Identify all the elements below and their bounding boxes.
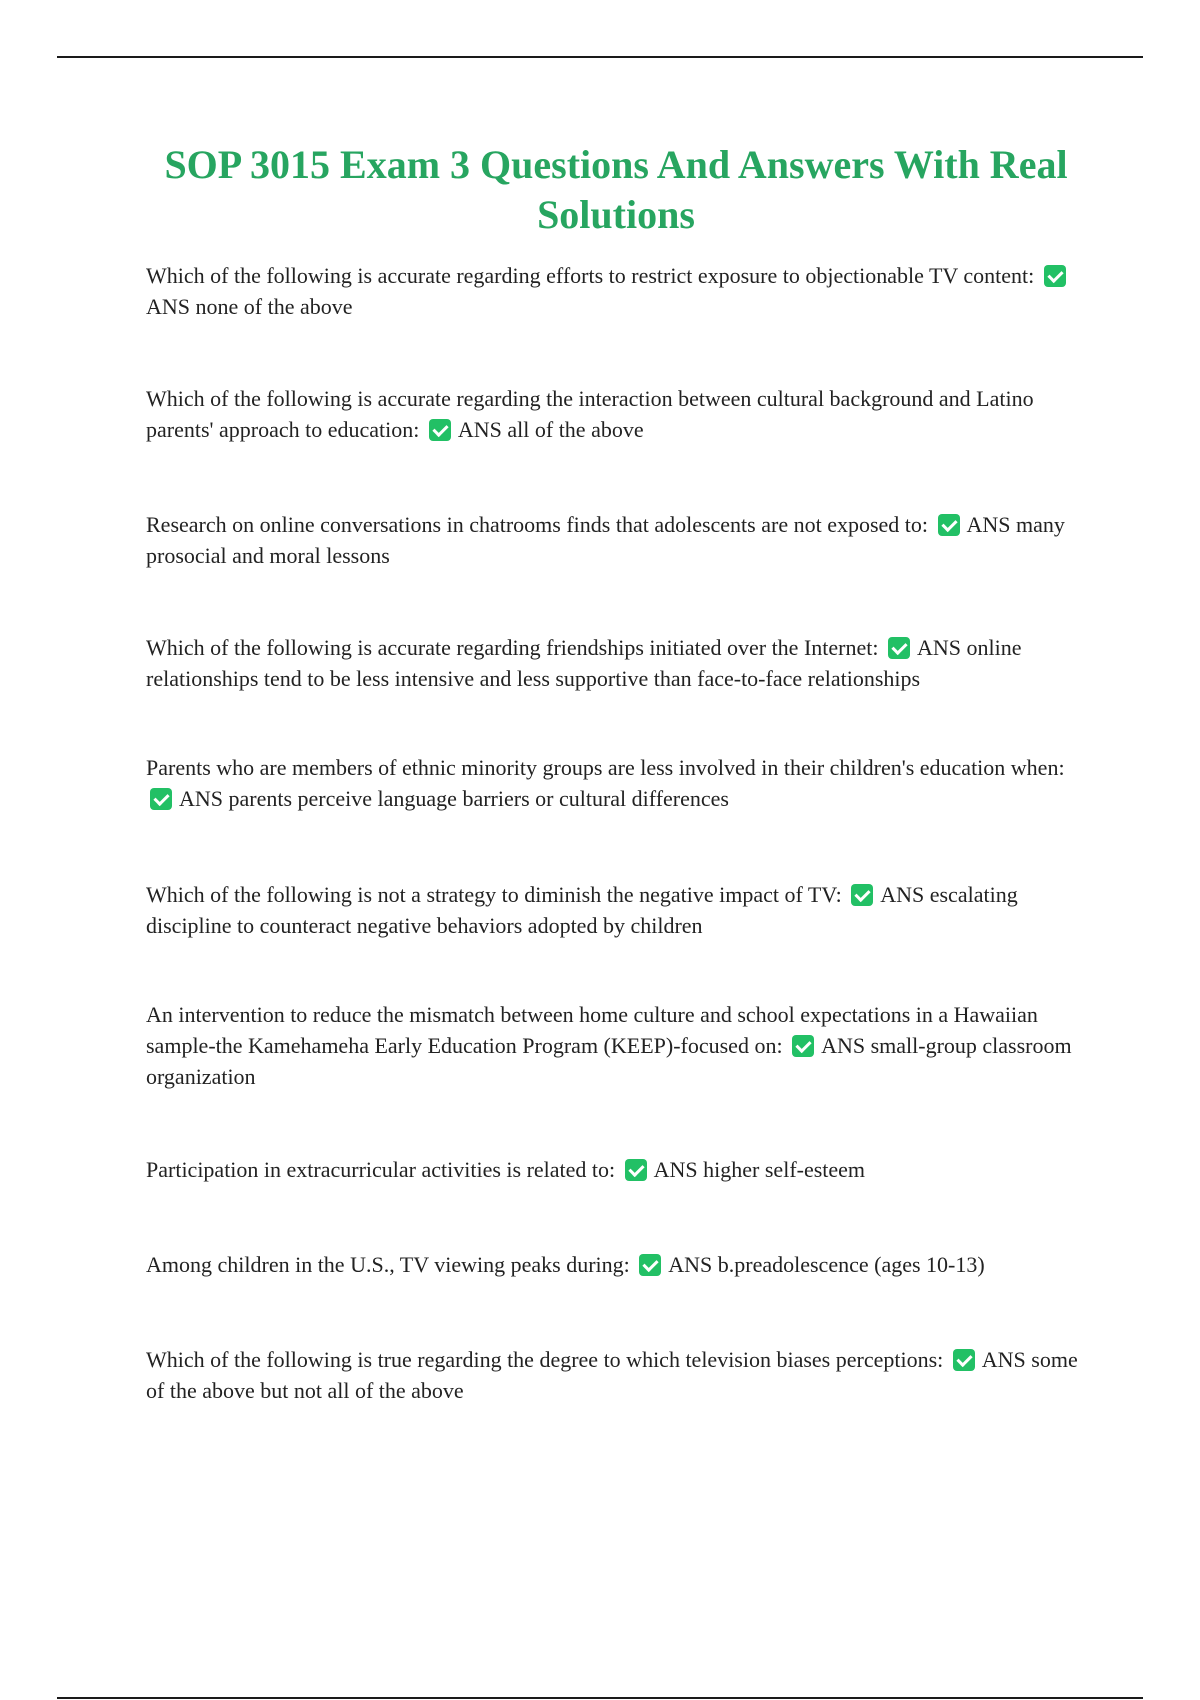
checkmark-icon bbox=[429, 419, 451, 441]
qa-item bbox=[146, 1249, 1091, 1280]
question-text: Research on online conversations in chatrooms finds that adolescents are not exposed to: bbox=[146, 512, 929, 537]
qa-item bbox=[146, 752, 1091, 814]
checkmark-icon bbox=[639, 1254, 661, 1276]
answer-text: some of the above but not all of the above bbox=[146, 1347, 1078, 1403]
qa-item bbox=[146, 260, 1091, 322]
answer-text: parents perceive language barriers or cultural differences bbox=[228, 786, 729, 811]
answer-prefix: ANS bbox=[966, 512, 1011, 537]
answer-prefix: ANS bbox=[179, 786, 224, 811]
checkmark-icon bbox=[792, 1035, 814, 1057]
answer-prefix: ANS bbox=[981, 1347, 1026, 1372]
answer-text: all of the above bbox=[507, 417, 644, 442]
question-text: Among children in the U.S., TV viewing peaks during: bbox=[146, 1252, 630, 1277]
question-text: Which of the following is not a strategy to diminish the negative impact of TV: bbox=[146, 882, 842, 907]
checkmark-icon bbox=[953, 1349, 975, 1371]
answer-text: none of the above bbox=[195, 294, 353, 319]
answer-text: small-group classroom organization bbox=[146, 1033, 1072, 1089]
question-text: Which of the following is accurate regarding the interaction between cultural background and Latino parents' approach to education: bbox=[146, 386, 1034, 442]
answer-prefix: ANS bbox=[653, 1157, 698, 1182]
answer-prefix: ANS bbox=[146, 294, 191, 319]
qa-item bbox=[146, 383, 1091, 445]
question-text: Parents who are members of ethnic minority groups are less involved in their children's education when: bbox=[146, 755, 1065, 780]
answer-prefix: ANS bbox=[821, 1033, 866, 1058]
answer-prefix: ANS bbox=[880, 882, 925, 907]
qa-item bbox=[146, 879, 1091, 941]
question-text: Which of the following is accurate regarding efforts to restrict exposure to objectionable TV content: bbox=[146, 263, 1035, 288]
answer-prefix: ANS bbox=[668, 1252, 713, 1277]
answer-text: escalating discipline to counteract negative behaviors adopted by children bbox=[146, 882, 1018, 938]
answer-text: many prosocial and moral lessons bbox=[146, 512, 1065, 568]
top-rule bbox=[57, 56, 1143, 58]
answer-text: b.preadolescence (ages 10-13) bbox=[717, 1252, 985, 1277]
question-text: Which of the following is accurate regarding friendships initiated over the Internet: bbox=[146, 635, 879, 660]
checkmark-icon bbox=[150, 788, 172, 810]
checkmark-icon bbox=[851, 884, 873, 906]
qa-item bbox=[146, 1154, 1091, 1185]
checkmark-icon bbox=[1044, 265, 1066, 287]
qa-item bbox=[146, 632, 1091, 694]
question-text: Participation in extracurricular activities is related to: bbox=[146, 1157, 616, 1182]
question-text: An intervention to reduce the mismatch between home culture and school expectations in a Hawaiian sample-the Kamehameha Early Education Program (KEEP)-focused on: bbox=[146, 1002, 1038, 1058]
checkmark-icon bbox=[938, 514, 960, 536]
answer-prefix: ANS bbox=[916, 635, 961, 660]
qa-item bbox=[146, 1344, 1091, 1406]
qa-item bbox=[146, 999, 1091, 1092]
checkmark-icon bbox=[625, 1159, 647, 1181]
qa-item bbox=[146, 509, 1091, 571]
document-title: SOP 3015 Exam 3 Questions And Answers With Real Solutions bbox=[164, 142, 1068, 237]
question-text: Which of the following is true regarding the degree to which television biases perceptions: bbox=[146, 1347, 944, 1372]
bottom-rule bbox=[57, 1697, 1143, 1699]
checkmark-icon bbox=[888, 637, 910, 659]
answer-text: higher self-esteem bbox=[703, 1157, 866, 1182]
answer-prefix: ANS bbox=[457, 417, 502, 442]
answer-text: online relationships tend to be less intensive and less supportive than face-to-face relationships bbox=[146, 635, 1022, 691]
